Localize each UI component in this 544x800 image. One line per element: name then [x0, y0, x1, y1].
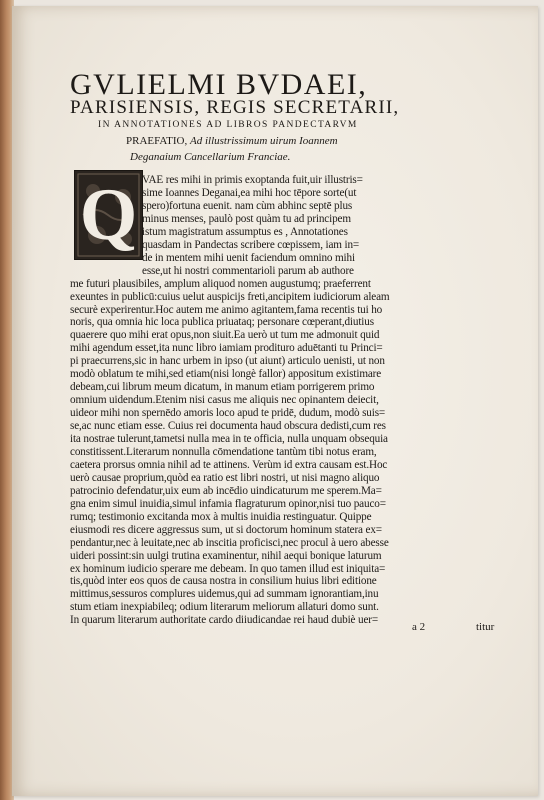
body-line: istum magistratum assumptus es , Annotationes: [142, 225, 348, 238]
body-line: ex hominum iudicio sperare me debeam. In quo tamen illud est iniquita=: [70, 562, 386, 575]
body-line: pi praecurrens,sic in hanc urbem in ipso (ut aiunt) articulo uenisti, ut non: [70, 355, 385, 368]
body-line: eiusmodi res dicere aggressus sum, ut si doctorum hominum statera ex=: [70, 523, 382, 536]
decorated-initial: [74, 170, 143, 260]
body-line: gna enim simul inuidia,simul infamia flagraturum opinor,nisi tuo pauco=: [70, 497, 386, 510]
body-line: rumq; testimonio excitanda mox à multis inuidia restinguatur. Quippe: [70, 510, 372, 523]
body-line: In quarum literarum authoritate cardo diiudicandae rei haud dubiè uer=: [70, 614, 379, 627]
body-line: quasdam in Pandectas scribere cœpissem, iam in=: [142, 238, 360, 251]
body-line: mihi agendum esset,ita nunc libro iamiam prodituro aduētanti tu Princi=: [70, 342, 383, 355]
body-line: noris, qua omnia hic loca publica priuataq; personare cœperant,diutius: [70, 316, 374, 329]
body-line: uideor mihi non spernēdo amoris loco apud te pridē, dudum, modò suis=: [70, 407, 386, 420]
heading-praefatio: PRAEFATIO,: [126, 135, 190, 147]
heading-subtitle: IN ANNOTATIONES AD LIBROS PANDECTARVM: [98, 120, 358, 130]
heading-dedication: [126, 135, 338, 147]
body-line: pendantur,nec à leuitate,nec ab inscitia proficisci,nec procul à uero abesse: [70, 536, 389, 549]
body-line: uideri possint:sin uulgi trutina examinentur, nihil aequi bonique laturum: [70, 549, 382, 562]
body-line: ita nostrae tulerunt,tametsi nulla mea in te officia, nulla unquam obsequia: [70, 433, 388, 445]
heading-dedication-italic: Ad illustrissimum uirum Ioannem: [189, 135, 338, 147]
body-line: minus menses, paulò post quàm tu ad principem: [142, 212, 351, 225]
body-line: de in mentem mihi uenit faciendum omnino mihi: [142, 251, 355, 264]
heading-dedication-cont: Deganaium Cancellarium Franciae.: [130, 151, 291, 163]
body-line: caetera prorsus omnia nihil ad te attinens. Verùm id extra causam est.Hoc: [70, 458, 388, 471]
body-line: constitissent.Literarum nonnulla cōmendatione tantùm tibi notus eram,: [70, 445, 377, 458]
body-line: securè experirentur.Hoc autem me animo agitantem,fama recentis tui ho: [70, 303, 383, 316]
body-line: sime Ioannes Deganai,ea mihi hoc tēpore sorte(ut: [142, 186, 357, 199]
body-line: stum etiam inexpiabileq; odium literarum meliorum allaturi domo sunt.: [70, 601, 379, 614]
signature-mark: a 2: [412, 621, 426, 633]
body-line: me futuri plausibiles, amplum aliquod nomen augustumq; praeferrent: [70, 277, 371, 290]
body-line: mittimus,sessuros complures uidemus,qui ad summam ignorantiam,inu: [70, 588, 379, 601]
heading-author: GVLIELMI BVDAEI,: [70, 68, 368, 101]
body-line: omnium uidendum.Etenim nisi casus me aliquis nec opinantem deiecit,: [70, 394, 379, 407]
body-line: exeuntes in publicū:cuius uelut auspicijs freti,ancipitem iudiciorum aleam: [70, 290, 390, 303]
heading-title: PARISIENSIS, REGIS SECRETARII,: [70, 97, 400, 118]
catchword: titur: [476, 621, 495, 633]
body-line: se,ac nunc etiam esse. Cuius rei documenta haud obscura dedisti,cum res: [70, 420, 386, 433]
body-line: spero)fortuna euenit. nam cùm abhinc septē plus: [142, 199, 353, 212]
body-line: patrocinio defendatur,uix eum ab incēdio uindicaturum me sperem.Ma=: [70, 484, 382, 497]
body-line: VAE res mihi in primis exoptanda fuit,uir illustris=: [142, 174, 363, 186]
body-line: quaerere quo mihi erat opus,non siuit.Ea uerò ut tum me admonuit quid: [70, 329, 380, 342]
body-line: tis,quòd inter eos quos de causa nostra in consilium huius libri editione: [70, 575, 377, 588]
body-line: uerò causae proprium,quòd ea ratio est libri nostri, ut nisi magno aliquo: [70, 471, 380, 484]
body-line: modò oblatum te mihi,sed etiam(nisi longè fallor) appositum existimare: [70, 368, 382, 381]
initial-letter: Q: [79, 174, 138, 256]
body-line: esse,ut hi nostri commentarioli parum ab authore: [142, 264, 354, 277]
body-line: debeam,cui librum meum dicatum, in manum etiam porrigerem primo: [70, 381, 375, 394]
